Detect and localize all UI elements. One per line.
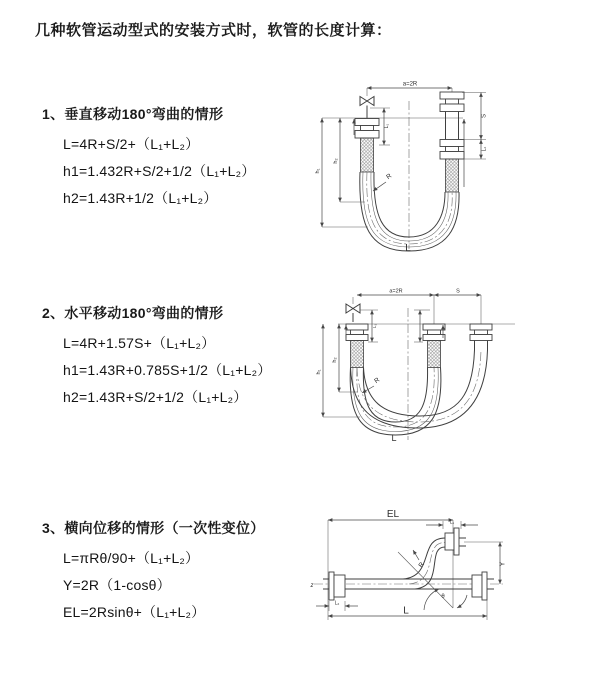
middle-fitting [423,324,445,368]
dim-label-theta: θ [441,594,445,600]
formula-line: Y=2R（1-cosθ） [63,577,171,593]
dim-label-s: S [481,113,488,119]
dim-label-r: R [385,172,394,181]
dim-label-y: Y [499,561,507,567]
centerline-mark: z [310,583,314,589]
right-flange [472,572,494,600]
formula-line: h1=1.43R+0.785S+1/2（L₁+L₂） [63,362,272,378]
dim-label-l1: L₁ [372,323,377,329]
dim-label-l: L [391,433,397,443]
upper-flange [445,528,466,555]
dim-label-l: L [405,243,411,254]
section-2-heading: 2、水平移动180°弯曲的情形 [42,305,224,321]
dim-label-l2: L₂ [334,600,340,607]
section-1-heading: 1、垂直移动180°弯曲的情形 [42,106,224,122]
section-2-formulas [63,330,271,411]
dim-label-el: EL [386,509,400,520]
hose-u-bend-displaced [351,350,488,428]
section-3 [42,519,265,626]
dim-l2 [316,601,358,612]
left-flange [323,572,345,600]
right-fitting-displaced [470,324,492,350]
section-3-formulas [63,545,265,626]
diagram-horizontal-180-bend [310,280,600,460]
hose-u-bend [350,368,441,436]
dim-label-h1: h₁ [316,369,322,375]
diagram-vertical-180-bend [310,75,600,260]
formula-line: h2=1.43R+1/2（L₁+L₂） [63,190,218,206]
dim-label-l: L [403,605,409,617]
right-fitting [440,92,464,192]
left-fitting [355,119,379,173]
dim-label-l2: L₂ [481,146,488,152]
formula-line: h1=1.432R+S/2+1/2（L₁+L₂） [63,163,256,179]
dim-label-l1: L₁ [384,123,390,129]
dim-a2r [357,289,481,325]
formula-line: EL=2Rsinθ+（L₁+L₂） [63,604,206,620]
page-title: 几种软管运动型式的安装方式时，软管的长度计算： [35,22,392,39]
diagram-lateral-displacement [300,500,600,650]
section-2 [42,304,271,411]
dim-label-r: R [417,561,426,570]
hose-u-bend [360,172,459,251]
formula-line: L=4R+S/2+（L₁+L₂） [63,136,200,152]
dim-l1 [426,520,478,530]
section-1 [42,105,255,212]
dim-a2r [367,82,452,97]
dim-label-h2: h₂ [332,357,338,363]
dim-label-h2: h₂ [333,158,339,164]
radius-callout [373,172,393,191]
radius-callout [413,550,426,569]
dim-label-h1: h₁ [315,168,321,174]
dim-label-a2r: a=2R [389,288,403,295]
dim-label-l1: L₁ [449,519,455,526]
dim-label-s: S [456,288,460,295]
valve-icon [360,97,374,119]
angle-theta [398,552,467,610]
section-3-heading: 3、横向位移的情形（一次性变位） [42,520,265,536]
left-fitting [346,324,368,368]
formula-line: L=4R+1.57S+（L₁+L₂） [63,335,216,351]
formula-line: h2=1.43R+S/2+1/2（L₁+L₂） [63,389,248,405]
dim-label-a2r: a=2R [402,81,418,88]
dim-s [462,93,488,160]
formula-line: L=πRθ/90+（L₁+L₂） [63,550,200,566]
section-1-formulas [63,131,255,212]
dim-label-r: R [373,376,382,385]
valve-icon [346,297,360,322]
